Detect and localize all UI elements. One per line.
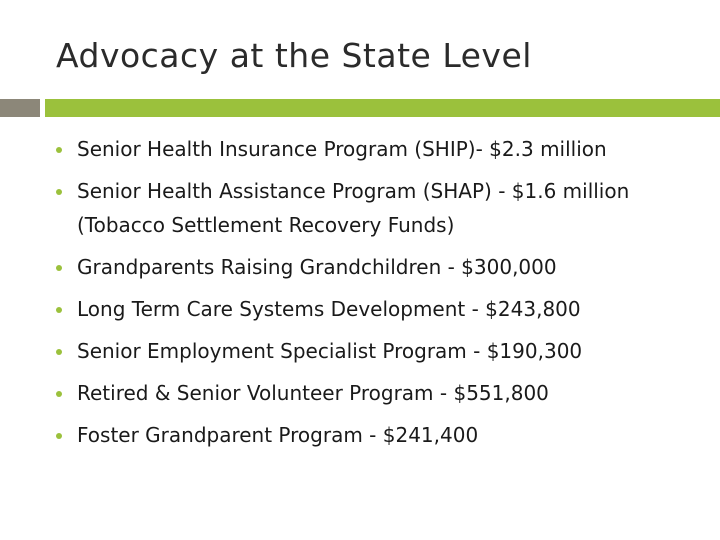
- slide-title: Advocacy at the State Level: [56, 36, 532, 75]
- bullet-text: Retired & Senior Volunteer Program - $551,800: [77, 381, 549, 405]
- bullet-dot-icon: [56, 349, 62, 355]
- bullet-dot-icon: [56, 391, 62, 397]
- title-rule-accent-gray: [0, 99, 40, 117]
- title-rule-accent-green: [45, 99, 720, 117]
- bullet-dot-icon: [56, 189, 62, 195]
- bullet-text: Long Term Care Systems Development - $243,800: [77, 297, 581, 321]
- bullet-text: Grandparents Raising Grandchildren - $300,000: [77, 255, 557, 279]
- bullet-item: [56, 292, 696, 326]
- bullet-dot-icon: [56, 433, 62, 439]
- bullet-text: Senior Health Assistance Program (SHAP) - $1.6 million (Tobacco Settlement Recovery Funds): [77, 179, 630, 237]
- bullet-item: [56, 376, 696, 410]
- bullet-dot-icon: [56, 265, 62, 271]
- bullet-item: [56, 334, 696, 368]
- bullet-list: [56, 132, 696, 460]
- bullet-text: Senior Employment Specialist Program - $190,300: [77, 339, 583, 363]
- bullet-dot-icon: [56, 307, 62, 313]
- bullet-item: [56, 418, 696, 452]
- bullet-text: Foster Grandparent Program - $241,400: [77, 423, 479, 447]
- bullet-item: [56, 132, 696, 166]
- bullet-dot-icon: [56, 147, 62, 153]
- bullet-item: [56, 174, 696, 242]
- bullet-item: [56, 250, 696, 284]
- bullet-text: Senior Health Insurance Program (SHIP)- $2.3 million: [77, 137, 607, 161]
